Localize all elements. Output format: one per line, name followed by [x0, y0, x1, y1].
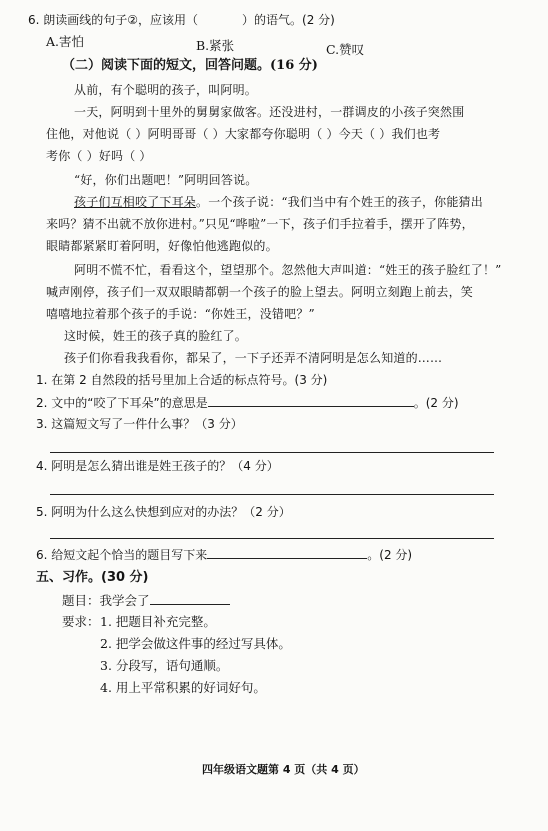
essay-topic [62, 592, 230, 609]
essay-topic-blank[interactable] [150, 592, 230, 605]
passage-p4-line3: 眼睛都紧紧盯着阿明，好像怕他逃跑似的。 [46, 239, 278, 253]
question-5: 5. 阿明为什么这么快想到应对的办法？（2 分） [36, 505, 291, 519]
essay-req-4: 4. 用上平常积累的好词好句。 [100, 680, 266, 695]
essay-topic-label: 题目：我学会了 [62, 593, 150, 608]
question-4-answer-line[interactable] [50, 494, 494, 495]
passage-p7: 孩子们你看我我看你，都呆了，一下子还弄不清阿明是怎么知道的…… [64, 351, 443, 365]
q6-option-a: A.害怕 [46, 34, 85, 49]
question-2-stem: 2. 文中的“咬了下耳朵”的意思是 [36, 396, 208, 410]
passage-p2-line2: 住他，对他说（ ）阿明哥哥（ ）大家都夸你聪明（ ）今天（ ）我们也考 [46, 127, 441, 141]
page-footer: 四年级语文题第 4 页（共 4 页） [202, 763, 365, 776]
essay-req-1: 1. 把题目补充完整。 [100, 614, 216, 629]
passage-p6: 这时候，姓王的孩子真的脸红了。 [64, 329, 248, 343]
question-5-answer-line[interactable] [50, 538, 494, 539]
q6-top-stem [28, 12, 335, 28]
essay-req-3: 3. 分段写，语句通顺。 [100, 658, 229, 673]
q6-top-stem-a: 6. 朗读画线的句子②，应该用（ [28, 13, 199, 27]
question-3-answer-line[interactable] [50, 452, 494, 453]
passage-p5-line3: 嘻嘻地拉着那个孩子的手说：“你姓王，没错吧？” [46, 307, 315, 321]
passage-p3: “好，你们出题吧！”阿明回答说。 [74, 173, 258, 187]
section2-title: （二）阅读下面的短文，回答问题。(16 分) [62, 58, 318, 73]
passage-p4-line1-rest: 。一个孩子说：“我们当中有个姓王的孩子，你能猜出 [196, 195, 483, 209]
passage-p4-line2: 来吗？猜不出就不放你进村。”只见“哗啦”一下，孩子们手拉着手，摆开了阵势， [46, 217, 474, 231]
passage-p2-line3: 考你（ ）好吗（ ） [46, 149, 152, 163]
question-1: 1. 在第 2 自然段的括号里加上合适的标点符号。(3 分) [36, 373, 328, 387]
question-6 [36, 546, 412, 563]
underlined-sentence: 孩子们互相咬了下耳朵 [74, 195, 197, 209]
question-2-score: 。(2 分) [413, 396, 459, 410]
passage-p5-line2: 喊声刚停，孩子们一双双眼睛都朝一个孩子的脸上望去。阿明立刻跑上前去，笑 [46, 285, 474, 299]
question-2-answer-blank[interactable] [208, 394, 414, 407]
q6-option-c: C.赞叹 [326, 42, 365, 57]
passage-p2-line1: 一天，阿明到十里外的舅舅家做客。还没进村，一群调皮的小孩子突然围 [74, 105, 465, 119]
question-4: 4. 阿明是怎么猜出谁是姓王孩子的？（4 分） [36, 459, 279, 473]
question-6-answer-blank[interactable] [207, 546, 367, 559]
q6-top-stem-b: ）的语气。(2 分) [242, 13, 335, 27]
question-2 [36, 394, 459, 411]
passage-p1: 从前，有个聪明的孩子，叫阿明。 [74, 83, 258, 97]
question-6-stem: 6. 给短文起个恰当的题目写下来 [36, 548, 208, 562]
essay-req-2: 2. 把学会做这件事的经过写具体。 [100, 636, 291, 651]
section5-title: 五、习作。(30 分) [36, 570, 149, 585]
passage-p5-line1: 阿明不慌不忙，看看这个，望望那个。忽然他大声叫道：“姓王的孩子脸红了！” [74, 263, 502, 277]
question-3: 3. 这篇短文写了一件什么事？（3 分） [36, 417, 243, 431]
q6-option-b: B.紧张 [196, 38, 235, 53]
question-6-score: 。(2 分) [367, 548, 413, 562]
passage-p4-line1 [74, 194, 483, 210]
essay-req-label: 要求： [62, 614, 100, 629]
